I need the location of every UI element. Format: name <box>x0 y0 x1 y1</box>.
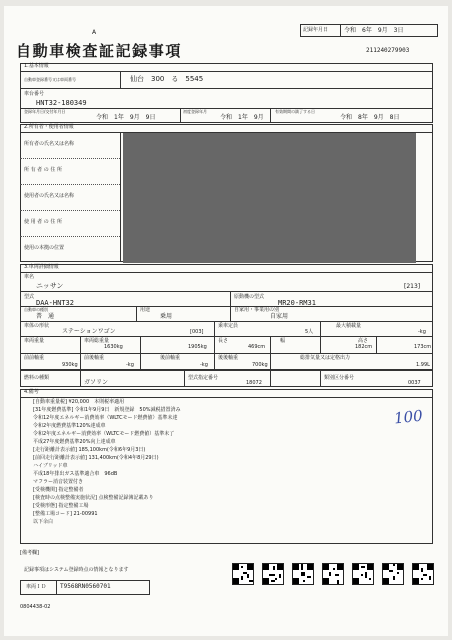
rear-front-axle-value: -kg <box>200 362 208 368</box>
remark-line: 平成27年度燃費基準20%向上達成車 <box>33 439 116 445</box>
qr-code-icon <box>293 564 313 584</box>
qr-code-icon <box>412 563 434 585</box>
section2-heading: 2.所有者・使用者情報 <box>24 124 74 130</box>
qr-code-icon <box>353 564 373 584</box>
remark-line: [受検機関] 指定整備者 <box>33 487 84 493</box>
qr-code-icon <box>292 563 314 585</box>
maker-value: ニッサン <box>36 282 64 290</box>
length-label: 長さ <box>218 338 229 344</box>
doc-number: 211240279903 <box>366 47 410 54</box>
first-reg-value: 令和 1年 9月 9日 <box>96 114 156 121</box>
form-code: 0804438-02 <box>20 604 51 610</box>
body-label: 車体の形状 <box>24 323 50 329</box>
body-value: ステーションワゴン <box>62 328 116 335</box>
qr-code-icon <box>323 564 343 584</box>
model-label: 型式 <box>24 294 35 300</box>
expiry-value: 令和 8年 9月 8日 <box>340 114 400 121</box>
height-label: 高さ <box>358 338 369 344</box>
cert-label: 型式指定番号 <box>188 375 219 381</box>
remark-label: [備考欄] <box>20 550 39 556</box>
front-axle-label: 前前軸重 <box>24 355 45 361</box>
front-rear-axle-label: 前後軸重 <box>84 355 105 361</box>
height-value: 173cm <box>414 344 432 350</box>
front-rear-axle-value: -kg <box>126 362 134 368</box>
redacted-block <box>123 133 416 263</box>
top-mark: A <box>92 29 97 36</box>
remark-line: [自動車重量税] ¥20,000 本則税率適用 <box>33 399 125 405</box>
vehicle-type-label: 自動車の種別 <box>24 307 48 312</box>
weight-value: 1630kg <box>104 344 123 350</box>
use-label: 用途 <box>140 307 151 313</box>
fuel-label: 燃料の種類 <box>24 375 50 381</box>
document-title: 自動車検査証記録事項 <box>16 42 183 60</box>
qr-code-icon <box>383 564 403 584</box>
remark-line: [整備工場コード] 21-00991 <box>33 511 98 517</box>
remark-line: 平成18年排出ガス基準適合車 96dB <box>33 471 118 477</box>
qr-code-icon <box>382 563 404 585</box>
body-code: [003] <box>190 329 204 335</box>
qr-code-icon <box>262 563 284 585</box>
front-axle-value: 930kg <box>62 362 78 368</box>
fuel-row <box>20 370 433 387</box>
fuel-value: ガソリン <box>84 379 109 386</box>
qr-code-icon <box>233 564 253 584</box>
displacement-value: 1.99L <box>416 362 430 368</box>
rear-axle-value: 700kg <box>252 362 268 368</box>
section3-heading: 3.車両詳細情報 <box>24 264 59 270</box>
remark-line: [受検形態] 指定整備工場 <box>33 503 89 509</box>
use-value: 乗用 <box>160 313 173 320</box>
handwritten-stamp: 100 <box>393 406 424 428</box>
section1-heading: 1.基本情報 <box>24 63 49 69</box>
record-date-value: 令和 6年 9月 3日 <box>344 27 404 34</box>
max-load-label: 最大積載量 <box>336 323 362 329</box>
owner-address-label: 所 有 者 の 住 所 <box>24 167 62 173</box>
chassis-value: HNT32-180349 <box>36 99 87 107</box>
remark-line: 令和12年度エネルギー消費効率（WLTCモード燃費値）基準未達 <box>33 415 178 421</box>
expiry-label: 有効期間の満了する日 <box>275 109 315 114</box>
weight-label: 車両重量 <box>24 338 45 344</box>
maker-code: [213] <box>404 283 421 290</box>
length-value: 469cm <box>248 344 266 350</box>
model-value: DAA-HNT32 <box>36 299 74 307</box>
displacement-label: 総排気量又は定格出力 <box>300 355 351 361</box>
qr-code-icon <box>232 563 254 585</box>
remark-line: [31年度燃費基準] 令和1年9月9日 新規登録 50%減税措置済み <box>33 407 181 413</box>
capacity-label: 乗車定員 <box>218 323 239 329</box>
remark-line: [検査時の点検整備実施状況] 点検整備記録簿記載あり <box>33 495 154 501</box>
vehicle-type-value: 普 通 <box>36 313 55 320</box>
remark-line: 令和2年度エネルギー消費効率（WLTCモード燃費値）基準未了 <box>33 431 175 437</box>
first-year-label: 初度登録年月 <box>183 109 207 114</box>
capacity-value: 5人 <box>305 329 314 335</box>
remark-line: [前回走行距離計表示値] 131,400km(令和4年8月29日) <box>33 455 159 461</box>
vehicle-id-value: T9568RN0560701 <box>60 583 111 590</box>
section4-heading: 4.備考 <box>24 389 39 395</box>
rear-front-axle-label: 後前軸重 <box>160 355 181 361</box>
owner-name-label: 所有者の氏名又は名称 <box>24 141 75 147</box>
vehicle-id-label: 車両ＩＤ <box>26 584 47 590</box>
cert-value: 18072 <box>246 380 262 386</box>
reg-number-label: 自動車登録番号又は車両番号 <box>24 77 76 82</box>
private-label: 自家用・事業用の別 <box>234 307 280 313</box>
engine-value: MR20-RM31 <box>278 299 316 307</box>
base-location-label: 使用の本拠の位置 <box>24 245 65 251</box>
remark-line: 令和2年度燃費基準120%達成車 <box>33 423 106 429</box>
max-load-value: -kg <box>418 329 426 335</box>
engine-label: 原動機の型式 <box>234 294 265 300</box>
system-note: 記録事項はシステム登録時点の情報となります <box>24 567 129 573</box>
class-value: 0037 <box>408 380 421 386</box>
width-label: 幅 <box>280 338 286 344</box>
qr-code-icon <box>352 563 374 585</box>
gross-weight-label: 車両総重量 <box>84 338 110 344</box>
first-reg-label: 登録年月日/交付年月日 <box>24 109 66 114</box>
qr-code-icon <box>322 563 344 585</box>
remark-line: [走行距離計表示値] 185,100km(令和6年9月3日) <box>33 447 146 453</box>
width-value: 182cm <box>355 344 373 350</box>
rear-axle-label: 後後軸重 <box>218 355 239 361</box>
user-address-label: 使 用 者 の 住 所 <box>24 219 62 225</box>
user-name-label: 使用者の氏名又は名称 <box>24 193 75 199</box>
remark-line: マフラー消音装置付き <box>33 479 84 485</box>
qr-code-icon <box>413 564 433 584</box>
first-year-value: 令和 1年 9月 <box>220 114 264 121</box>
private-value: 自家用 <box>270 313 289 320</box>
qr-code-icon <box>263 564 283 584</box>
record-date-label: 記録年月日 <box>303 27 329 33</box>
chassis-label: 車台番号 <box>24 91 45 97</box>
remark-line: 以下余白 <box>33 519 54 525</box>
maker-label: 車名 <box>24 274 35 280</box>
gross-weight-value: 1905kg <box>188 344 207 350</box>
remark-line: ハイブリッド車 <box>33 463 68 469</box>
reg-number-value: 仙台 300 る 5545 <box>130 75 204 83</box>
class-label: 類別区分番号 <box>324 375 355 381</box>
